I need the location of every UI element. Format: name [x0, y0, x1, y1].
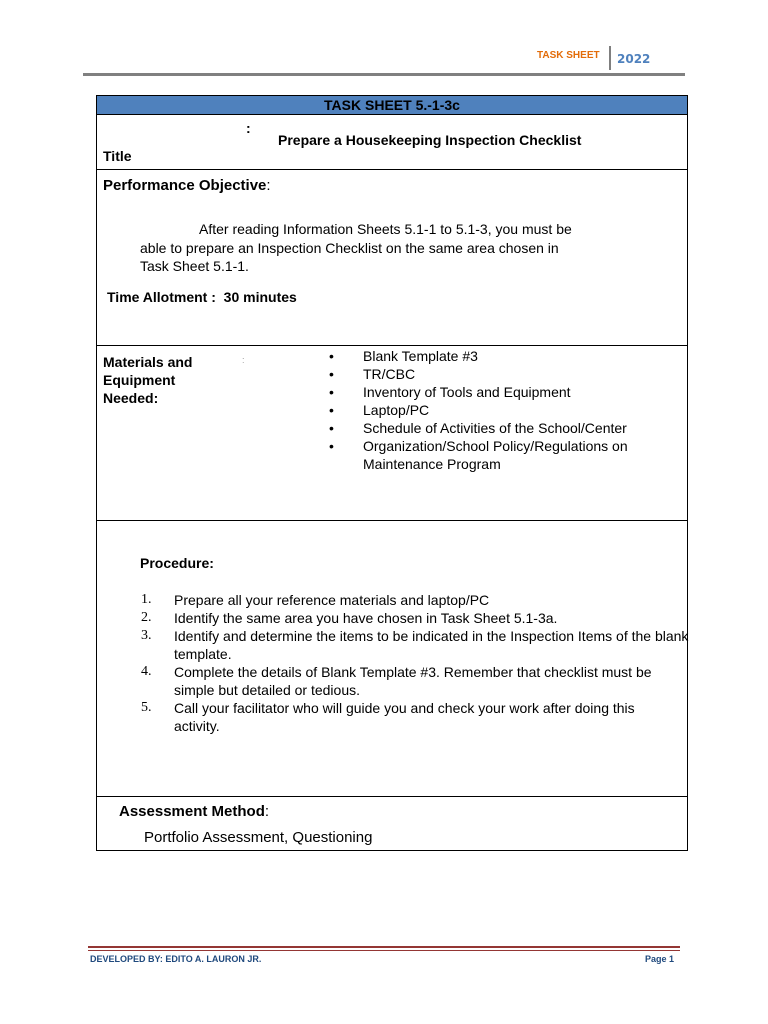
procedure-step [141, 699, 660, 735]
title-label: Title [103, 148, 132, 164]
performance-objective-label: Performance Objective [103, 177, 267, 194]
footer-author: EDITO A. LAURON JR. [165, 954, 262, 964]
materials-item: • Blank Template #3 [329, 347, 679, 365]
title-value: Prepare a Housekeeping Inspection Checklist [278, 132, 582, 148]
performance-objective-heading [103, 177, 271, 194]
materials-item: • Laptop/PC [329, 401, 679, 419]
procedure-steps [141, 591, 689, 735]
procedure-step [141, 591, 689, 609]
materials-label-line-2: Equipment [103, 372, 176, 388]
procedure-step-number: 1. [141, 592, 152, 607]
performance-objective-colon: : [266, 177, 271, 194]
task-sheet-banner [97, 96, 687, 115]
procedure-step-text: Call your facilitator who will guide you and check your work after doing this activity. [174, 700, 635, 734]
time-allotment: Time Allotment : 30 minutes [107, 289, 297, 305]
assessment-row [97, 797, 687, 851]
materials-row [97, 346, 687, 521]
objective-line-1: After reading Information Sheets 5.1-1 to 5.1-3, you must be [199, 221, 572, 237]
header-year: 2022 [617, 52, 651, 66]
assessment-label: Assessment Method [119, 803, 265, 820]
procedure-step-text: Identify the same area you have chosen in Task Sheet 5.1-3a. [174, 610, 558, 626]
procedure-step-number: 4. [141, 664, 152, 679]
task-sheet-table [96, 95, 688, 851]
page-number: Page 1 [645, 954, 675, 964]
footer-rule-thin [88, 950, 680, 951]
procedure-label: Procedure: [140, 555, 214, 571]
procedure-step-text: Identify and determine the items to be indicated in the Inspection Items of the blank template. [174, 628, 689, 662]
header-divider [609, 46, 611, 70]
performance-objective-row [97, 170, 687, 346]
procedure-row [97, 521, 687, 797]
assessment-value: Portfolio Assessment, Questioning [144, 829, 373, 846]
materials-label-line-3: Needed: [103, 390, 159, 406]
procedure-step [141, 609, 689, 627]
materials-label [103, 353, 192, 407]
materials-item: • Schedule of Activities of the School/Center [329, 419, 679, 437]
objective-line-2: able to prepare an Inspection Checklist on the same area chosen in [140, 240, 559, 256]
procedure-step-text: Complete the details of Blank Template #3. Remember that checklist must be simple but detailed or tedious. [174, 664, 652, 698]
header-label: TASK SHEET [537, 50, 600, 61]
procedure-step [141, 627, 689, 663]
procedure-step-number: 5. [141, 700, 152, 715]
footer-credit [90, 954, 261, 964]
materials-label-line-1: Materials and [103, 354, 193, 370]
materials-list [329, 347, 679, 473]
procedure-step-number: 2. [141, 610, 152, 625]
materials-item: • TR/CBC [329, 365, 679, 383]
title-colon: : [246, 120, 251, 136]
task-sheet-number: TASK SHEET 5.-1-3c [324, 97, 460, 113]
procedure-step-number: 3. [141, 628, 152, 643]
procedure-step-text: Prepare all your reference materials and laptop/PC [174, 592, 490, 608]
materials-item: • Organization/School Policy/Regulations on Maintenance Program [329, 437, 653, 473]
assessment-heading [119, 803, 269, 820]
objective-line-3: Task Sheet 5.1-1. [140, 258, 249, 274]
footer-developed-by: DEVELOPED BY: [90, 954, 163, 964]
procedure-step [141, 663, 660, 699]
title-row [97, 115, 687, 170]
header-rule [83, 73, 685, 76]
footer-rule [88, 946, 680, 948]
assessment-colon: : [264, 803, 270, 820]
materials-item: • Inventory of Tools and Equipment [329, 383, 679, 401]
materials-colon: : [242, 355, 245, 365]
